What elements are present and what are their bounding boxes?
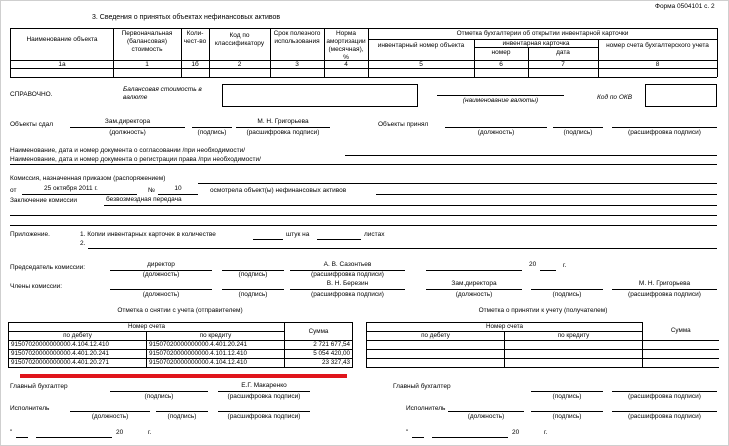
writeoff-title: Отметка о снятии с учета (отправителем) (117, 307, 243, 314)
col-card-number-header: номер (491, 49, 511, 56)
chief-accountant-right-caption-signature: (подпись) (552, 393, 582, 400)
writeoff-sum-header: Сумма (285, 323, 353, 341)
executor-left-caption-position: (должность) (91, 413, 129, 420)
col-num: 1б (191, 61, 199, 68)
member1-name: В. Н. Березин (326, 280, 369, 287)
table-row (9, 359, 353, 368)
balance-value-field[interactable] (222, 84, 418, 107)
credit-account: 91507020000000000.4.101.12.410 (147, 350, 285, 359)
table-row (9, 350, 353, 359)
member2-name: М. Н. Григорьева (638, 280, 691, 287)
currency-caption: (наименование валюты) (462, 97, 539, 104)
attachment-item2: 2. (80, 240, 86, 247)
member1-caption-signature: (подпись) (238, 291, 268, 298)
executor-left-caption-signature: (подпись) (167, 413, 197, 420)
transferred-caption-signature: (подпись) (197, 129, 227, 136)
col-card-date-header: дата (556, 49, 570, 56)
writeoff-debit-header: по дебету (9, 332, 147, 341)
col-num: 4 (344, 61, 348, 68)
attachment-sheets: листах (364, 231, 385, 238)
section-title: 3. Сведения о принятых объектах нефинансовых активов (92, 14, 281, 21)
debit-account: 91507020000000000.4.104.12.410 (9, 341, 147, 350)
chief-accountant-right-label: Главный бухгалтер (393, 383, 451, 390)
member2-caption-signature: (подпись) (552, 291, 582, 298)
attachment-item1: 1. Копии инвентарных карточек в количестве (80, 231, 216, 238)
debit-account: 91507020000000000.4.401.20.241 (9, 350, 147, 359)
executor-right-label: Исполнитель (406, 405, 446, 412)
okv-label: Код по ОКВ (597, 94, 633, 101)
sum-value: 2 721 677,54 (285, 341, 353, 350)
acceptance-debit-header: по дебету (367, 332, 505, 341)
col-num: 1а (58, 61, 66, 68)
balance-value-label: Балансовая стоимость в валюте (123, 86, 202, 101)
chairman-year: 20 (529, 261, 537, 268)
chief-accountant-left-label: Главный бухгалтер (10, 383, 68, 390)
commission-number-label: № (148, 187, 155, 194)
table-row (367, 359, 719, 368)
chief-accountant-left-caption-name: (расшифровка подписи) (227, 393, 301, 400)
transferred-caption-position: (должность) (109, 129, 146, 136)
received-caption-signature: (подпись) (563, 129, 593, 136)
executor-left-date-quote: " (10, 429, 13, 436)
transferred-caption-name: (расшифровка подписи) (246, 129, 320, 136)
commission-label: Комиссия, назначенная приказом (распоряжением) (10, 175, 166, 182)
form-code: Форма 0504101 с. 2 (655, 3, 715, 10)
table-row (9, 341, 353, 350)
acceptance-account-header: Номер счета (367, 323, 643, 332)
chairman-caption-signature: (подпись) (238, 271, 268, 278)
member1-caption-position: (должность) (142, 291, 180, 298)
executor-right-date-quote: " (406, 429, 409, 436)
col-inventory-number-header: инвентарный номер объекта (377, 42, 465, 49)
commission-inspected: осмотрела объект(ы) нефинансовых активов (210, 187, 347, 194)
chief-accountant-left-name: Е.Г. Макаренко (241, 382, 287, 389)
sum-value: 5 054 420,00 (285, 350, 353, 359)
attachment-label: Приложение. (10, 231, 50, 238)
executor-right-caption-signature: (подпись) (552, 413, 582, 420)
approval-doc-label: Наименование, дата и номер документа о согласовании /при необходимости/ (10, 147, 246, 154)
chairman-g: г. (563, 262, 567, 269)
member2-position: Зам.директора (451, 280, 497, 287)
col-qty-header: Коли-чест-во (183, 30, 207, 45)
reference-label: СПРАВОЧНО. (10, 91, 53, 98)
highlight-underline (20, 374, 347, 378)
col-num: 6 (499, 61, 503, 68)
member1-caption-name: (расшифровка подписи) (311, 291, 384, 298)
registration-doc-label: Наименование, дата и номер документа о регистрации права /при необходимости/ (10, 156, 261, 163)
received-label: Объекты принял (378, 121, 429, 128)
transferred-position: Зам.директора (104, 118, 151, 125)
executor-left-year: 20 (116, 429, 124, 436)
col-life-header: Срок полезного использования (273, 30, 321, 45)
executor-right-caption-position: (должность) (467, 413, 505, 420)
col-inventory-card-header: инвентарная карточка (502, 40, 570, 47)
commission-date: 25 октября 2011 г. (44, 185, 98, 192)
table-row (367, 341, 719, 350)
executor-left-caption-name: (расшифровка подписи) (227, 413, 301, 420)
received-caption-name: (расшифровка подписи) (628, 129, 701, 136)
chairman-position: директор (147, 261, 175, 268)
executor-left-g: г. (148, 429, 152, 436)
chief-accountant-left-caption-signature: (подпись) (144, 393, 174, 400)
debit-account: 91507020000000000.4.401.20.271 (9, 359, 147, 368)
member2-caption-name: (расшифровка подписи) (628, 291, 701, 298)
credit-account: 91507020000000000.4.401.20.241 (147, 341, 285, 350)
received-caption-position: (должность) (477, 129, 515, 136)
executor-left-label: Исполнитель (10, 405, 50, 412)
acceptance-title: Отметка о принятии к учету (получателем) (478, 307, 608, 314)
col-account-number-header: номер счета бухгалтерского учета (606, 42, 709, 49)
members-label: Члены комиссии: (10, 283, 63, 290)
credit-account: 91507020000000000.4.104.12.410 (147, 359, 285, 368)
chairman-caption-name: (расшифровка подписи) (311, 271, 384, 278)
commission-number: 10 (174, 185, 182, 192)
writeoff-table (8, 322, 353, 368)
executor-right-caption-name: (расшифровка подписи) (628, 413, 701, 420)
table-row (367, 350, 719, 359)
col-name-header: Наименование объекта (26, 36, 98, 43)
member2-caption-position: (должность) (455, 291, 493, 298)
executor-right-g: г. (544, 429, 548, 436)
writeoff-account-header: Номер счета (9, 323, 285, 332)
transferred-name: М. Н. Григорьева (257, 118, 309, 125)
chairman-name: А. В. Сазонтьев (323, 261, 372, 268)
col-rate-header: Норма амортизации (месячная), % (326, 30, 366, 61)
acceptance-sum-header: Сумма (670, 327, 691, 335)
okv-code-field[interactable] (645, 84, 717, 107)
chairman-caption-position: (должность) (142, 271, 180, 278)
acceptance-credit-header: по кредиту (505, 332, 643, 341)
transferred-label: Объекты сдал (10, 121, 54, 128)
col-num: 3 (295, 61, 299, 68)
conclusion-label: Заключение комиссии (10, 197, 78, 204)
col-code-header: Код по классификатору (214, 32, 265, 47)
col-num: 7 (561, 61, 565, 68)
sum-value: 23 327,43 (285, 359, 353, 368)
col-num: 8 (655, 61, 660, 68)
conclusion-value: безвозмездная передача (106, 196, 182, 203)
col-num: 5 (419, 61, 423, 68)
col-num: 1 (145, 61, 149, 68)
col-num: 2 (237, 61, 242, 68)
col-cost-header: Первоначальная (балансовая) стоимость (121, 30, 173, 53)
commission-from-label: от (10, 187, 17, 194)
col-accounting-mark-header: Отметка бухгалтерии об открытии инвентарной карточки (456, 30, 629, 37)
acceptance-table (366, 322, 719, 368)
attachment-pcs-on: штук на (286, 231, 310, 238)
chief-accountant-right-caption-name: (расшифровка подписи) (628, 393, 701, 400)
writeoff-credit-header: по кредиту (147, 332, 285, 341)
executor-right-year: 20 (512, 429, 520, 436)
chairman-label: Председатель комиссии: (10, 264, 86, 271)
